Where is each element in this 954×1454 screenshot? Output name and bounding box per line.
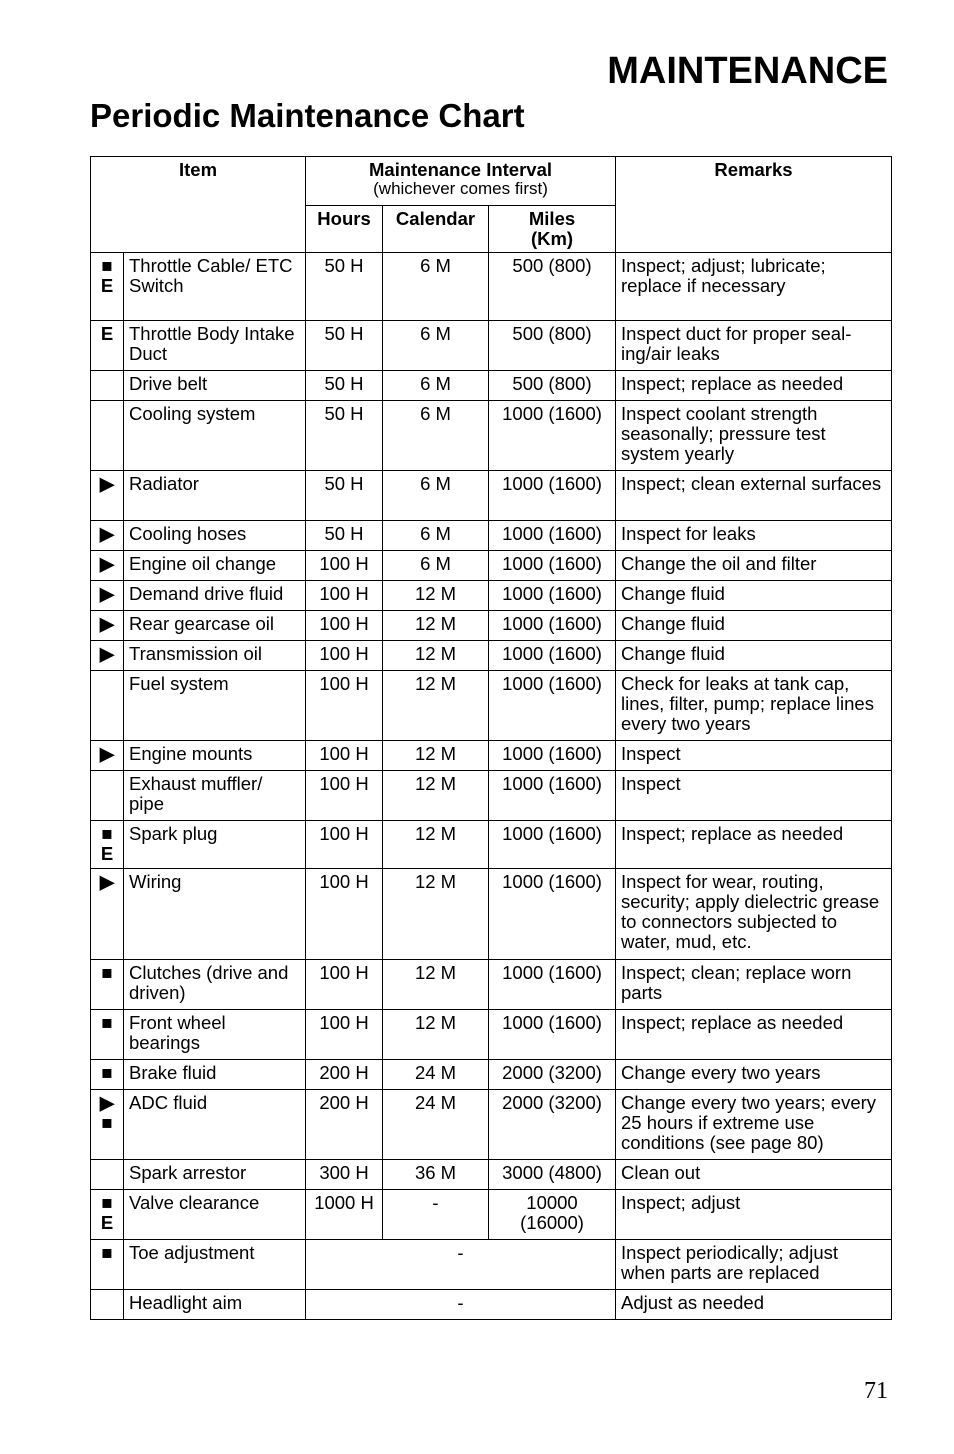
row-calendar: 24 M (383, 1090, 489, 1160)
row-calendar: 12 M (383, 771, 489, 821)
square-icon: ■ (101, 962, 113, 983)
row-item: Fuel system (124, 671, 306, 741)
row-symbols (91, 671, 124, 741)
miles-header-label: Miles (528, 208, 576, 229)
table-row (91, 371, 892, 401)
table-row (91, 551, 892, 581)
row-item: Cooling system (124, 401, 306, 471)
triangle-right-icon: ▶ (99, 613, 115, 634)
row-miles: 1000 (1600) (489, 960, 616, 1010)
row-item: Engine oil change (124, 551, 306, 581)
row-calendar: 6 M (383, 551, 489, 581)
row-miles: 1000 (1600) (489, 671, 616, 741)
row-calendar: 6 M (383, 401, 489, 471)
row-symbols (91, 1240, 124, 1290)
emission-e-icon: E (100, 323, 114, 344)
table-row (91, 1090, 892, 1160)
row-hours: 100 H (306, 551, 383, 581)
triangle-right-icon: ▶ (99, 1092, 115, 1113)
row-hours: 50 H (306, 371, 383, 401)
row-hours: 50 H (306, 521, 383, 551)
row-remarks: Change every two years; every 25 hours if extreme use conditions (see page 80) (616, 1090, 892, 1160)
row-remarks: Inspect; clean; replace worn parts (616, 960, 892, 1010)
row-remarks: Inspect (616, 771, 892, 821)
row-calendar: 6 M (383, 471, 489, 521)
row-miles: 1000 (1600) (489, 611, 616, 641)
row-item: Headlight aim (124, 1290, 306, 1320)
hours-header: Hours (306, 206, 383, 253)
row-symbols (91, 1010, 124, 1060)
table-row (91, 1190, 892, 1240)
row-symbols (91, 1190, 124, 1240)
row-item: Clutches (drive and driven) (124, 960, 306, 1010)
row-miles: 1000 (1600) (489, 1010, 616, 1060)
row-calendar: 12 M (383, 641, 489, 671)
row-calendar: 12 M (383, 869, 489, 960)
row-miles: 1000 (1600) (489, 741, 616, 771)
page-title: Periodic Maintenance Chart (90, 97, 525, 134)
row-calendar: 6 M (383, 521, 489, 551)
row-item: Exhaust muffler/ pipe (124, 771, 306, 821)
row-remarks: Inspect for wear, routing, security; apply dielectric grease to connectors subjected to water, mud, etc. (616, 869, 892, 960)
row-remarks: Change every two years (616, 1060, 892, 1090)
row-symbols (91, 1090, 124, 1160)
row-symbols (91, 253, 124, 321)
row-calendar: 12 M (383, 671, 489, 741)
row-hours: 100 H (306, 869, 383, 960)
row-calendar: 12 M (383, 960, 489, 1010)
row-hours: 1000 H (306, 1190, 383, 1240)
row-item: Wiring (124, 869, 306, 960)
row-miles: 1000 (1600) (489, 401, 616, 471)
interval-header (306, 157, 616, 206)
row-remarks: Adjust as needed (616, 1290, 892, 1320)
row-interval: - (306, 1240, 616, 1290)
row-hours: 50 H (306, 321, 383, 371)
square-icon: ■ (101, 1112, 113, 1133)
table-row (91, 671, 892, 741)
row-hours: 50 H (306, 401, 383, 471)
row-symbols (91, 1060, 124, 1090)
table-row (91, 771, 892, 821)
triangle-right-icon: ▶ (99, 743, 115, 764)
page-number: 71 (864, 1378, 888, 1404)
row-remarks: Inspect; replace as needed (616, 821, 892, 869)
square-icon: ■ (101, 255, 113, 276)
row-symbols (91, 869, 124, 960)
row-symbols (91, 471, 124, 521)
table-row (91, 741, 892, 771)
row-remarks: Inspect; replace as needed (616, 371, 892, 401)
row-remarks: Inspect (616, 741, 892, 771)
square-icon: ■ (101, 1242, 113, 1263)
row-symbols (91, 611, 124, 641)
row-item: Throttle Body Intake Duct (124, 321, 306, 371)
row-remarks: Inspect; adjust (616, 1190, 892, 1240)
row-miles: 1000 (1600) (489, 821, 616, 869)
row-miles: 1000 (1600) (489, 581, 616, 611)
row-symbols (91, 771, 124, 821)
row-hours: 100 H (306, 960, 383, 1010)
row-item: Radiator (124, 471, 306, 521)
row-symbols (91, 321, 124, 371)
emission-e-icon: E (100, 275, 114, 296)
section-title: MAINTENANCE (607, 50, 888, 92)
row-hours: 100 H (306, 611, 383, 641)
row-calendar: 6 M (383, 321, 489, 371)
row-item: Transmission oil (124, 641, 306, 671)
row-miles: 500 (800) (489, 371, 616, 401)
interval-header-note: (whichever comes first) (373, 179, 548, 198)
row-item: Brake fluid (124, 1060, 306, 1090)
row-remarks: Inspect; adjust; lubricate; replace if necessary (616, 253, 892, 321)
row-calendar: 36 M (383, 1160, 489, 1190)
row-hours: 100 H (306, 581, 383, 611)
triangle-right-icon: ▶ (99, 553, 115, 574)
row-calendar: - (383, 1190, 489, 1240)
row-item: Throttle Cable/ ETC Switch (124, 253, 306, 321)
row-remarks: Inspect coolant strength seasonally; pressure test system yearly (616, 401, 892, 471)
row-remarks: Change fluid (616, 611, 892, 641)
row-hours: 100 H (306, 821, 383, 869)
table-row (91, 321, 892, 371)
row-interval: - (306, 1290, 616, 1320)
row-item: Spark plug (124, 821, 306, 869)
row-item: Toe adjustment (124, 1240, 306, 1290)
row-calendar: 12 M (383, 1010, 489, 1060)
table-row (91, 1160, 892, 1190)
calendar-header: Calendar (383, 206, 489, 253)
table-row (91, 471, 892, 521)
row-miles: 1000 (1600) (489, 771, 616, 821)
row-hours: 200 H (306, 1090, 383, 1160)
row-hours: 50 H (306, 253, 383, 321)
row-remarks: Inspect; replace as needed (616, 1010, 892, 1060)
row-miles: 1000 (1600) (489, 521, 616, 551)
row-remarks: Inspect; clean external surfaces (616, 471, 892, 521)
row-symbols (91, 1160, 124, 1190)
row-hours: 100 H (306, 771, 383, 821)
triangle-right-icon: ▶ (99, 643, 115, 664)
row-calendar: 12 M (383, 741, 489, 771)
row-miles: 1000 (1600) (489, 471, 616, 521)
row-miles: 500 (800) (489, 253, 616, 321)
row-item: Rear gearcase oil (124, 611, 306, 641)
row-hours: 300 H (306, 1160, 383, 1190)
row-item: Demand drive fluid (124, 581, 306, 611)
table-row (91, 611, 892, 641)
table-row (91, 521, 892, 551)
row-miles: 2000 (3200) (489, 1060, 616, 1090)
table-row (91, 1290, 892, 1320)
row-item: Spark arrestor (124, 1160, 306, 1190)
row-remarks: Change fluid (616, 641, 892, 671)
row-hours: 200 H (306, 1060, 383, 1090)
table-row (91, 1060, 892, 1090)
row-symbols (91, 641, 124, 671)
triangle-right-icon: ▶ (99, 871, 115, 892)
row-symbols (91, 521, 124, 551)
square-icon: ■ (101, 1062, 113, 1083)
emission-e-icon: E (100, 843, 114, 864)
row-remarks: Check for leaks at tank cap, lines, filter, pump; replace lines every two years (616, 671, 892, 741)
row-remarks: Inspect for leaks (616, 521, 892, 551)
table-row (91, 821, 892, 869)
emission-e-icon: E (100, 1212, 114, 1233)
triangle-right-icon: ▶ (99, 583, 115, 604)
row-hours: 50 H (306, 471, 383, 521)
row-remarks: Change the oil and filter (616, 551, 892, 581)
row-symbols (91, 1290, 124, 1320)
miles-header-unit: (Km) (530, 228, 574, 249)
row-hours: 100 H (306, 1010, 383, 1060)
square-icon: ■ (101, 823, 113, 844)
table-row (91, 581, 892, 611)
row-miles: 10000 (16000) (489, 1190, 616, 1240)
row-symbols (91, 401, 124, 471)
row-symbols (91, 741, 124, 771)
row-symbols (91, 371, 124, 401)
row-remarks: Clean out (616, 1160, 892, 1190)
row-miles: 3000 (4800) (489, 1160, 616, 1190)
table-body (91, 253, 892, 1320)
triangle-right-icon: ▶ (99, 473, 115, 494)
table-row (91, 641, 892, 671)
row-symbols (91, 581, 124, 611)
row-calendar: 24 M (383, 1060, 489, 1090)
row-miles: 2000 (3200) (489, 1090, 616, 1160)
row-miles: 500 (800) (489, 321, 616, 371)
row-miles: 1000 (1600) (489, 641, 616, 671)
row-remarks: Inspect duct for proper seal-ing/air leaks (616, 321, 892, 371)
remarks-header: Remarks (616, 157, 892, 253)
row-remarks: Change fluid (616, 581, 892, 611)
interval-header-label: Maintenance Interval (369, 159, 553, 180)
row-hours: 100 H (306, 641, 383, 671)
item-header: Item (91, 157, 306, 253)
table-row (91, 869, 892, 960)
table-row (91, 253, 892, 321)
maintenance-chart-table (90, 156, 892, 1320)
row-calendar: 12 M (383, 611, 489, 641)
row-calendar: 12 M (383, 581, 489, 611)
table-row (91, 960, 892, 1010)
row-item: Drive belt (124, 371, 306, 401)
row-item: Front wheel bearings (124, 1010, 306, 1060)
miles-header (489, 206, 616, 253)
square-icon: ■ (101, 1192, 113, 1213)
row-item: Valve clearance (124, 1190, 306, 1240)
row-calendar: 6 M (383, 371, 489, 401)
square-icon: ■ (101, 1012, 113, 1033)
row-calendar: 6 M (383, 253, 489, 321)
table-row (91, 1240, 892, 1290)
row-calendar: 12 M (383, 821, 489, 869)
row-hours: 100 H (306, 671, 383, 741)
row-item: Cooling hoses (124, 521, 306, 551)
row-symbols (91, 821, 124, 869)
triangle-right-icon: ▶ (99, 523, 115, 544)
row-miles: 1000 (1600) (489, 551, 616, 581)
table-row (91, 401, 892, 471)
row-symbols (91, 960, 124, 1010)
row-remarks: Inspect periodically; adjust when parts are replaced (616, 1240, 892, 1290)
row-miles: 1000 (1600) (489, 869, 616, 960)
row-symbols (91, 551, 124, 581)
row-hours: 100 H (306, 741, 383, 771)
row-item: ADC fluid (124, 1090, 306, 1160)
table-row (91, 1010, 892, 1060)
row-item: Engine mounts (124, 741, 306, 771)
